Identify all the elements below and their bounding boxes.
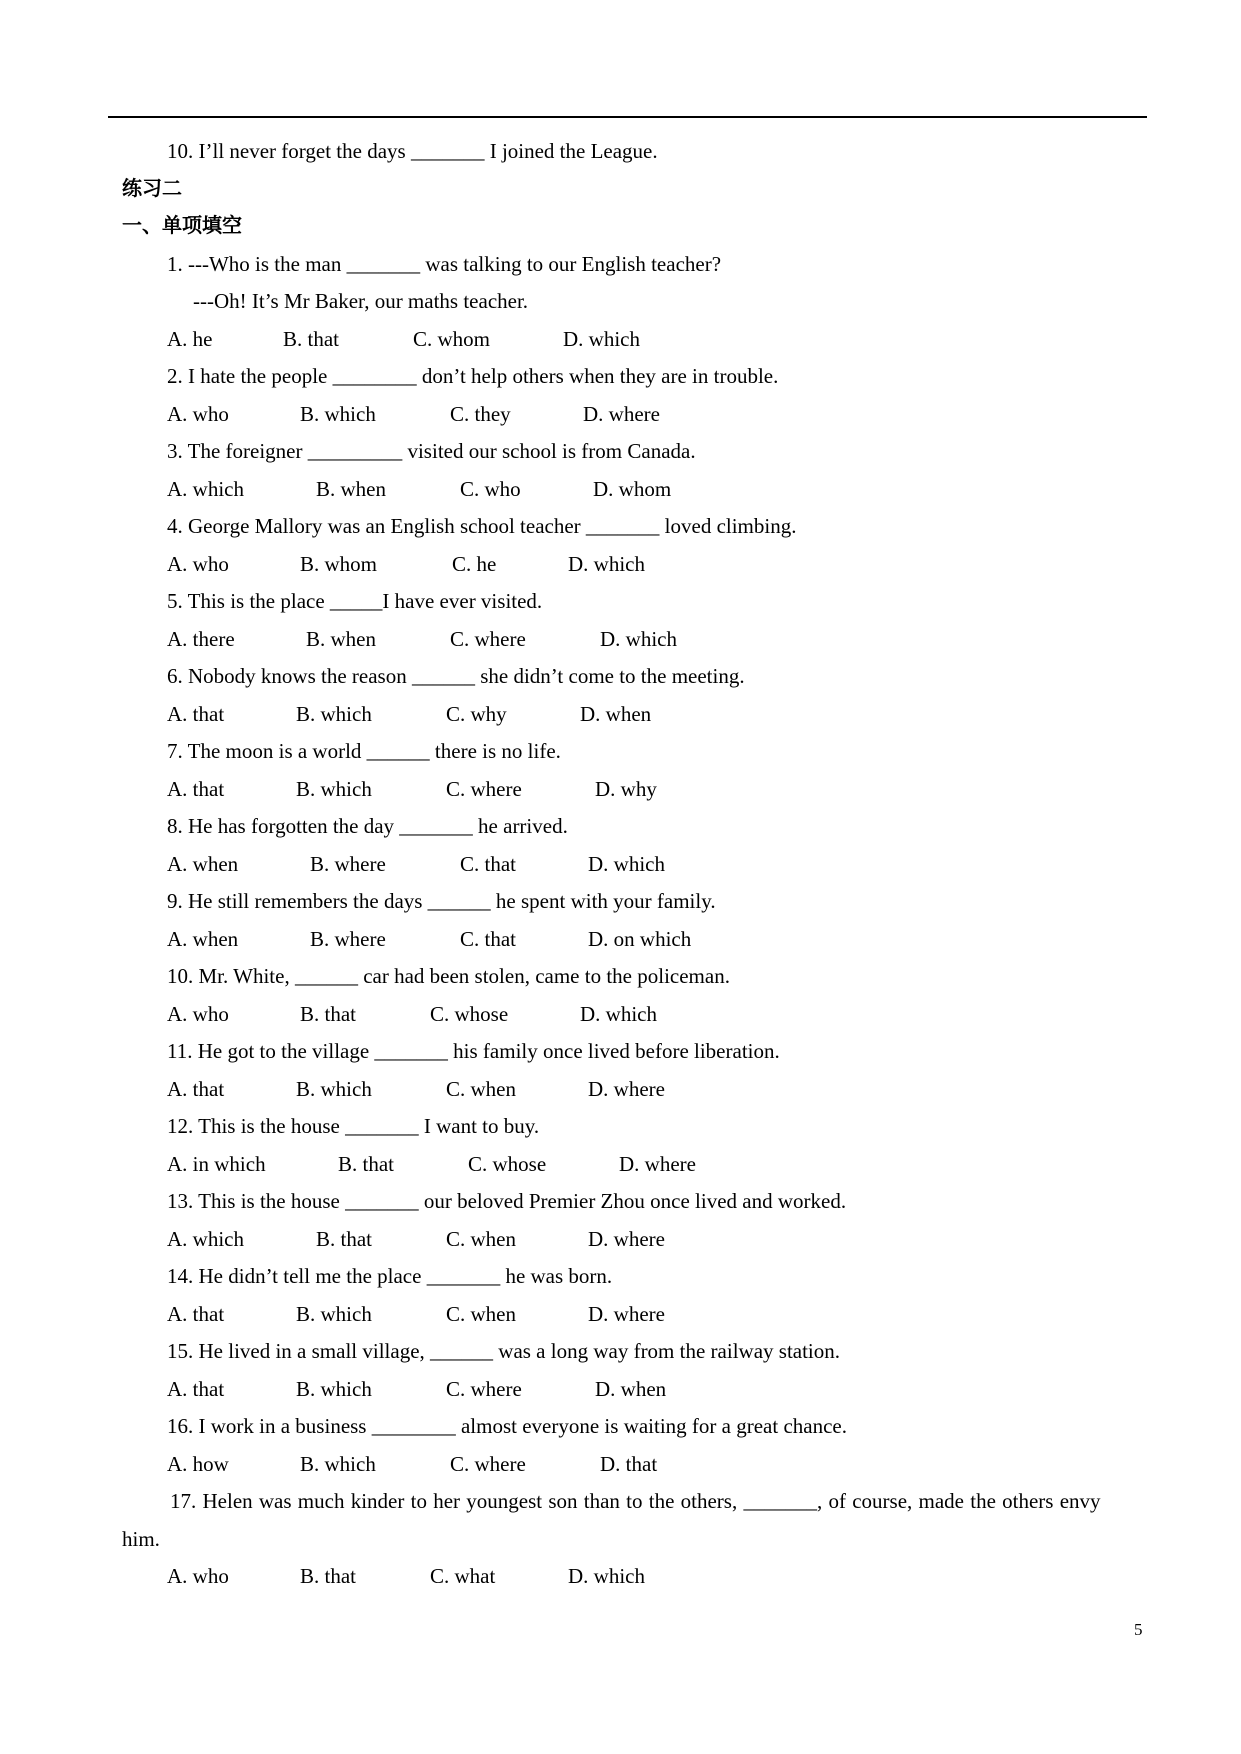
option-d[interactable]: D. where bbox=[588, 1302, 665, 1326]
question-stem: 1. ---Who is the man _______ was talking to our English teacher? bbox=[167, 252, 722, 276]
option-c[interactable]: C. where bbox=[450, 1452, 526, 1476]
question-stem: 9. He still remembers the days ______ he spent with your family. bbox=[167, 889, 716, 913]
option-b[interactable]: B. which bbox=[300, 402, 376, 426]
option-c[interactable]: C. when bbox=[446, 1227, 516, 1251]
option-d[interactable]: D. where bbox=[583, 402, 660, 426]
question-stem: 17. Helen was much kinder to her youngest son than to the others, _______, of course, made the others envy bbox=[170, 1489, 1101, 1513]
option-c[interactable]: C. whose bbox=[468, 1152, 547, 1176]
option-a[interactable]: A. that bbox=[167, 1302, 225, 1326]
option-b[interactable]: B. which bbox=[296, 1077, 372, 1101]
part-title: 一、单项填空 bbox=[122, 213, 242, 237]
option-d[interactable]: D. on which bbox=[588, 927, 692, 951]
option-b[interactable]: B. which bbox=[296, 777, 372, 801]
question-stem: 8. He has forgotten the day _______ he arrived. bbox=[167, 814, 568, 838]
option-b[interactable]: B. that bbox=[338, 1152, 394, 1176]
option-c[interactable]: C. whose bbox=[430, 1002, 509, 1026]
question-stem-continued: ---Oh! It’s Mr Baker, our maths teacher. bbox=[193, 289, 529, 313]
option-d[interactable]: D. which bbox=[580, 1002, 657, 1026]
option-d[interactable]: D. why bbox=[595, 777, 657, 801]
question-stem: 14. He didn’t tell me the place _______ he was born. bbox=[167, 1264, 613, 1288]
option-b[interactable]: B. which bbox=[296, 1302, 372, 1326]
option-d[interactable]: D. which bbox=[600, 627, 677, 651]
option-a[interactable]: A. when bbox=[167, 852, 239, 876]
question-stem: 5. This is the place _____I have ever visited. bbox=[167, 589, 543, 613]
section-title: 练习二 bbox=[122, 176, 182, 200]
option-c[interactable]: C. they bbox=[450, 402, 511, 426]
option-b[interactable]: B. that bbox=[316, 1227, 372, 1251]
option-b[interactable]: B. that bbox=[300, 1564, 356, 1588]
question-stem: 11. He got to the village _______ his family once lived before liberation. bbox=[167, 1039, 780, 1063]
option-d[interactable]: D. which bbox=[568, 1564, 645, 1588]
option-c[interactable]: C. where bbox=[446, 1377, 522, 1401]
option-c[interactable]: C. who bbox=[460, 477, 521, 501]
question-stem: 2. I hate the people ________ don’t help others when they are in trouble. bbox=[167, 364, 779, 388]
option-a[interactable]: A. who bbox=[167, 1002, 229, 1026]
option-d[interactable]: D. which bbox=[563, 327, 640, 351]
option-d[interactable]: D. where bbox=[619, 1152, 696, 1176]
option-b[interactable]: B. when bbox=[316, 477, 386, 501]
option-a[interactable]: A. he bbox=[167, 327, 213, 351]
option-b[interactable]: B. where bbox=[310, 927, 386, 951]
option-d[interactable]: D. which bbox=[568, 552, 645, 576]
prev-item: 10. I’ll never forget the days _______ I joined the League. bbox=[167, 139, 658, 163]
option-b[interactable]: B. which bbox=[300, 1452, 376, 1476]
option-a[interactable]: A. when bbox=[167, 927, 239, 951]
question-stem: 6. Nobody knows the reason ______ she didn’t come to the meeting. bbox=[167, 664, 745, 688]
question-stem: 10. Mr. White, ______ car had been stolen, came to the policeman. bbox=[167, 964, 730, 988]
option-a[interactable]: A. there bbox=[167, 627, 235, 651]
option-c[interactable]: C. he bbox=[452, 552, 497, 576]
option-d[interactable]: D. whom bbox=[593, 477, 672, 501]
option-b[interactable]: B. which bbox=[296, 1377, 372, 1401]
question-stem: 4. George Mallory was an English school teacher _______ loved climbing. bbox=[167, 514, 797, 538]
header-rule bbox=[108, 116, 1147, 118]
option-a[interactable]: A. how bbox=[167, 1452, 229, 1476]
option-d[interactable]: D. where bbox=[588, 1227, 665, 1251]
question-stem: 16. I work in a business ________ almost everyone is waiting for a great chance. bbox=[167, 1414, 847, 1438]
question-stem: 13. This is the house _______ our beloved Premier Zhou once lived and worked. bbox=[167, 1189, 847, 1213]
option-a[interactable]: A. that bbox=[167, 702, 225, 726]
question-stem-continued: him. bbox=[122, 1527, 160, 1551]
option-d[interactable]: D. which bbox=[588, 852, 665, 876]
option-b[interactable]: B. where bbox=[310, 852, 386, 876]
option-b[interactable]: B. when bbox=[306, 627, 376, 651]
option-c[interactable]: C. when bbox=[446, 1302, 516, 1326]
option-b[interactable]: B. that bbox=[300, 1002, 356, 1026]
option-b[interactable]: B. that bbox=[283, 327, 339, 351]
option-c[interactable]: C. that bbox=[460, 852, 516, 876]
option-d[interactable]: D. that bbox=[600, 1452, 658, 1476]
option-a[interactable]: A. which bbox=[167, 477, 244, 501]
option-a[interactable]: A. that bbox=[167, 1077, 225, 1101]
option-a[interactable]: A. who bbox=[167, 552, 229, 576]
option-c[interactable]: C. that bbox=[460, 927, 516, 951]
option-a[interactable]: A. who bbox=[167, 402, 229, 426]
option-a[interactable]: A. which bbox=[167, 1227, 244, 1251]
option-a[interactable]: A. that bbox=[167, 777, 225, 801]
option-c[interactable]: C. why bbox=[446, 702, 507, 726]
question-stem: 15. He lived in a small village, ______ was a long way from the railway station. bbox=[167, 1339, 841, 1363]
option-c[interactable]: C. whom bbox=[413, 327, 491, 351]
option-b[interactable]: B. which bbox=[296, 702, 372, 726]
option-c[interactable]: C. when bbox=[446, 1077, 516, 1101]
question-stem: 12. This is the house _______ I want to buy. bbox=[167, 1114, 540, 1138]
question-stem: 7. The moon is a world ______ there is no life. bbox=[167, 739, 561, 763]
option-a[interactable]: A. in which bbox=[167, 1152, 266, 1176]
option-c[interactable]: C. what bbox=[430, 1564, 496, 1588]
option-c[interactable]: C. where bbox=[450, 627, 526, 651]
option-c[interactable]: C. where bbox=[446, 777, 522, 801]
option-d[interactable]: D. when bbox=[580, 702, 652, 726]
option-b[interactable]: B. whom bbox=[300, 552, 378, 576]
option-a[interactable]: A. that bbox=[167, 1377, 225, 1401]
question-stem: 3. The foreigner _________ visited our school is from Canada. bbox=[167, 439, 696, 463]
page-number: 5 bbox=[1134, 1620, 1143, 1639]
option-d[interactable]: D. when bbox=[595, 1377, 667, 1401]
option-a[interactable]: A. who bbox=[167, 1564, 229, 1588]
option-d[interactable]: D. where bbox=[588, 1077, 665, 1101]
